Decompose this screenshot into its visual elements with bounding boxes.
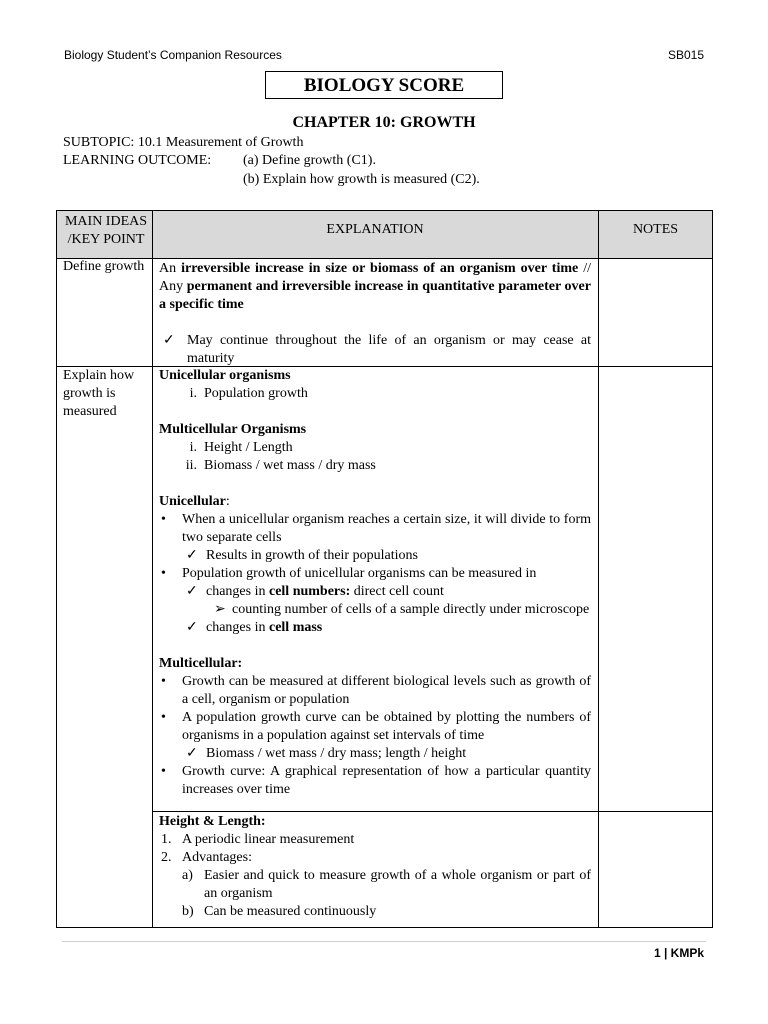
list-item: • Population growth of unicellular organisms can be measured in bbox=[161, 566, 537, 581]
chapter-title: CHAPTER 10: GROWTH bbox=[292, 114, 476, 131]
explanation-growth-measured bbox=[159, 367, 591, 799]
bullet-icon: • bbox=[161, 674, 166, 689]
list-item: • Growth curve: A graphical representation of how a particular quantity increases over time bbox=[161, 764, 591, 797]
list-item: i. Population growth bbox=[189, 386, 308, 401]
explanation-height-length bbox=[159, 813, 591, 921]
learning-outcome-b: (b) Explain how growth is measured (C2). bbox=[243, 172, 480, 187]
list-item: • When a unicellular organism reaches a certain size, it will divide to form two separate cells bbox=[161, 512, 591, 545]
multicellular-subheading: Multicellular: bbox=[159, 656, 243, 671]
notes-table bbox=[56, 210, 713, 928]
unicellular-heading: Unicellular organisms bbox=[159, 368, 291, 383]
main-idea-growth-measured: Explain how growth is measured bbox=[63, 368, 135, 419]
bullet-icon: • bbox=[161, 512, 166, 527]
page-number: 1 | KMPk bbox=[653, 946, 704, 960]
list-item: a) Easier and quick to measure growth of a whole organism or part of an organism bbox=[182, 868, 591, 901]
check-icon: ✓ bbox=[186, 746, 198, 761]
bullet-icon: • bbox=[161, 566, 166, 581]
header-main-ideas: MAIN IDEAS /KEY POINT bbox=[64, 214, 148, 247]
header-right: SB015 bbox=[667, 48, 704, 62]
footer-divider bbox=[62, 941, 706, 942]
arrow-icon: ➢ bbox=[214, 602, 226, 617]
list-item: ✓ changes in cell mass bbox=[186, 620, 323, 635]
check-icon: ✓ bbox=[163, 333, 175, 348]
list-item: ii. Biomass / wet mass / dry mass bbox=[185, 458, 376, 473]
growth-definition: An irreversible increase in size or biomass of an organism over time // Any permanent and irreversible increase in quantitative parameter over a specific time bbox=[159, 261, 591, 312]
divider bbox=[152, 811, 712, 812]
list-item: 1. A periodic linear measurement bbox=[161, 832, 355, 847]
list-item: ✓ Results in growth of their populations bbox=[186, 548, 418, 563]
check-icon: ✓ bbox=[186, 620, 198, 635]
bullet-icon: • bbox=[161, 710, 166, 725]
list-item: • A population growth curve can be obtained by plotting the numbers of organisms in a population against set intervals of time bbox=[161, 710, 591, 743]
header-left: Biology Student’s Companion Resources bbox=[64, 48, 282, 62]
main-idea-define-growth: Define growth bbox=[63, 259, 145, 274]
list-item: b) Can be measured continuously bbox=[182, 904, 377, 919]
divider bbox=[57, 258, 712, 259]
list-item: 2. Advantages: bbox=[161, 850, 252, 865]
learning-outcome-a: (a) Define growth (C1). bbox=[243, 153, 376, 168]
list-item: ✓ May continue throughout the life of an organism or may cease at maturity bbox=[163, 333, 591, 366]
check-icon: ✓ bbox=[186, 548, 198, 563]
divider bbox=[598, 211, 599, 927]
subtopic: SUBTOPIC: 10.1 Measurement of Growth bbox=[63, 135, 304, 150]
height-length-heading: Height & Length: bbox=[159, 814, 266, 829]
bullet-icon: • bbox=[161, 764, 166, 779]
explanation-define-growth bbox=[159, 260, 591, 368]
multicellular-heading: Multicellular Organisms bbox=[159, 422, 307, 437]
unicellular-subheading: Unicellular: bbox=[159, 494, 230, 509]
list-item: • Growth can be measured at different biological levels such as growth of a cell, organism or population bbox=[161, 674, 591, 707]
list-item: i. Height / Length bbox=[189, 440, 293, 455]
learning-outcome-label: LEARNING OUTCOME: bbox=[63, 153, 212, 168]
divider bbox=[152, 211, 153, 927]
score-title: BIOLOGY SCORE bbox=[265, 71, 503, 99]
list-item: ✓ changes in cell numbers: direct cell count bbox=[186, 584, 444, 599]
list-item: ✓ Biomass / wet mass / dry mass; length / height bbox=[186, 746, 467, 761]
learning-outcome bbox=[63, 152, 376, 170]
header-notes: NOTES bbox=[632, 222, 679, 237]
check-icon: ✓ bbox=[186, 584, 198, 599]
list-item: ➢ counting number of cells of a sample directly under microscope bbox=[214, 602, 590, 617]
header-explanation: EXPLANATION bbox=[326, 222, 424, 237]
